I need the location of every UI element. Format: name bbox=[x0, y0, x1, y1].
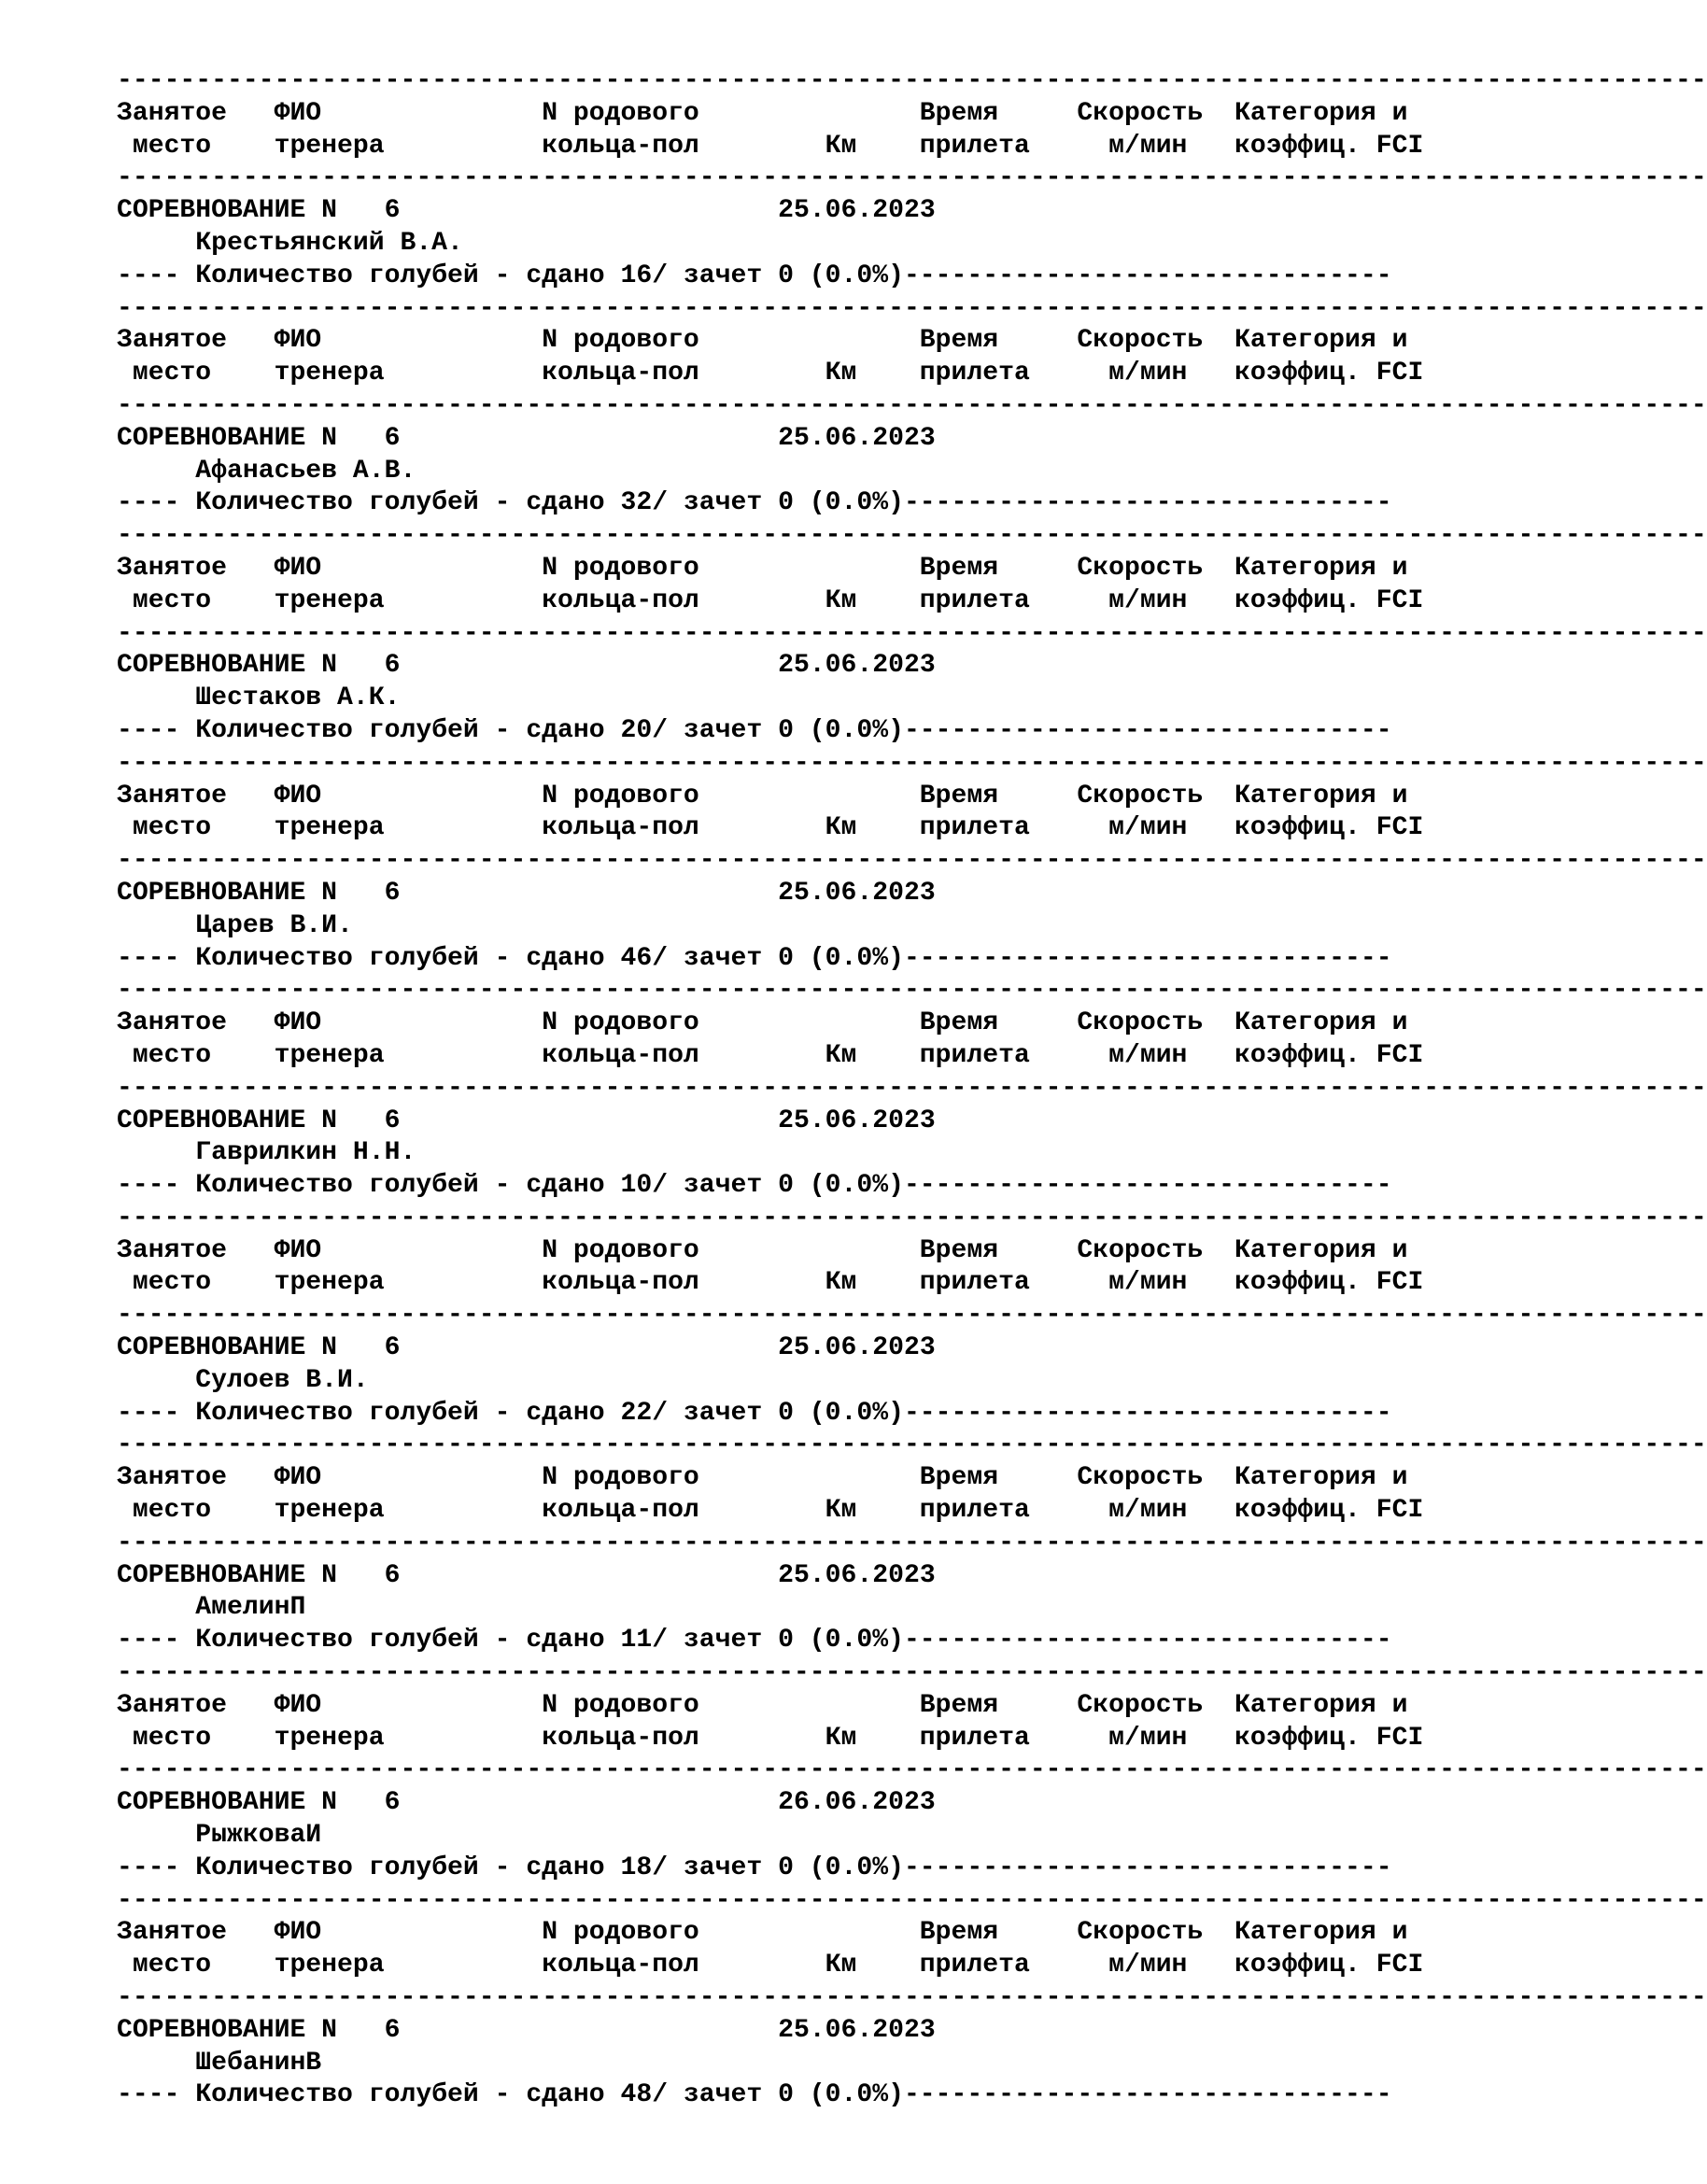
competition-number: СОРЕВНОВАНИЕ N 6 bbox=[117, 1788, 401, 1818]
trainer-name-line bbox=[117, 2048, 1527, 2080]
column-gap bbox=[400, 2016, 778, 2045]
indent bbox=[117, 1138, 195, 1167]
column-header-line-1: Занятое ФИО N родового Время Скорость Категория и bbox=[117, 1690, 1408, 1720]
column-header-line-2: место тренера кольца-пол Км прилета м/мин коэффиц. FCI bbox=[117, 813, 1424, 843]
trainer-name-line bbox=[117, 1592, 1527, 1625]
column-gap bbox=[400, 1788, 778, 1817]
separator-line: ----------------------------------------------------------------------------------------------------- bbox=[117, 618, 1707, 648]
trainer-block bbox=[117, 748, 1707, 976]
trainer-name-line bbox=[117, 1137, 1527, 1170]
indent bbox=[117, 683, 195, 712]
column-gap bbox=[400, 879, 778, 908]
separator-line: ----------------------------------------------------------------------------------------------------- bbox=[117, 293, 1707, 323]
separator-line: ----------------------------------------------------------------------------------------------------- bbox=[117, 1301, 1707, 1331]
trainer-name-line bbox=[117, 228, 1527, 261]
column-gap bbox=[400, 1106, 778, 1135]
column-header-line-2: место тренера кольца-пол Км прилета м/мин коэффиц. FCI bbox=[117, 1268, 1424, 1298]
indent bbox=[117, 2049, 195, 2078]
competition-line bbox=[117, 1560, 1527, 1593]
column-header-line-1: Занятое ФИО N родового Время Скорость Категория и bbox=[117, 1918, 1408, 1948]
competition-line bbox=[117, 423, 1527, 456]
separator-line: ----------------------------------------------------------------------------------------------------- bbox=[117, 163, 1707, 193]
pigeon-count-line: ---- Количество голубей - сдано 18/ зачет 0 (0.0%)------------------------------- bbox=[117, 1853, 1392, 1882]
column-header-line-2: место тренера кольца-пол Км прилета м/мин коэффиц. FCI bbox=[117, 1496, 1424, 1526]
competition-line bbox=[117, 1332, 1527, 1365]
column-gap bbox=[400, 1333, 778, 1362]
competition-date: 25.06.2023 bbox=[778, 1333, 936, 1363]
competition-date: 25.06.2023 bbox=[778, 878, 936, 908]
trainer-block bbox=[117, 65, 1707, 293]
trainer-name-line bbox=[117, 910, 1527, 943]
separator-line: ----------------------------------------------------------------------------------------------------- bbox=[117, 1528, 1707, 1557]
competition-number: СОРЕВНОВАНИЕ N 6 bbox=[117, 1333, 401, 1363]
trainer-name: РыжковаИ bbox=[195, 1821, 322, 1851]
trainer-name-line bbox=[117, 1365, 1527, 1398]
separator-line: ----------------------------------------------------------------------------------------------------- bbox=[117, 1983, 1707, 2013]
column-gap bbox=[400, 196, 778, 225]
pigeon-count-line: ---- Количество голубей - сдано 22/ зачет 0 (0.0%)------------------------------- bbox=[117, 1398, 1392, 1428]
pigeon-count-line: ---- Количество голубей - сдано 10/ зачет 0 (0.0%)------------------------------- bbox=[117, 1171, 1392, 1201]
column-header-line-1: Занятое ФИО N родового Время Скорость Категория и bbox=[117, 553, 1408, 583]
column-header-line-1: Занятое ФИО N родового Время Скорость Категория и bbox=[117, 98, 1408, 128]
competition-number: СОРЕВНОВАНИЕ N 6 bbox=[117, 878, 401, 908]
column-header-line-1: Занятое ФИО N родового Время Скорость Категория и bbox=[117, 1008, 1408, 1038]
competition-line bbox=[117, 2015, 1527, 2048]
competition-line bbox=[117, 1106, 1527, 1138]
competition-date: 25.06.2023 bbox=[778, 1560, 936, 1590]
column-header-line-2: место тренера кольца-пол Км прилета м/мин коэффиц. FCI bbox=[117, 1040, 1424, 1070]
column-header-line-2: место тренера кольца-пол Км прилета м/мин коэффиц. FCI bbox=[117, 585, 1424, 615]
trainer-name-line bbox=[117, 683, 1527, 715]
competition-number: СОРЕВНОВАНИЕ N 6 bbox=[117, 196, 401, 226]
separator-line: ----------------------------------------------------------------------------------------------------- bbox=[117, 976, 1707, 1006]
competition-number: СОРЕВНОВАНИЕ N 6 bbox=[117, 2015, 401, 2045]
competition-date: 25.06.2023 bbox=[778, 2015, 936, 2045]
trainer-block bbox=[117, 1203, 1707, 1430]
competition-line bbox=[117, 195, 1527, 228]
trainer-name: АмелинП bbox=[195, 1593, 306, 1623]
pigeon-count-line: ---- Количество голубей - сдано 32/ зачет 0 (0.0%)------------------------------- bbox=[117, 488, 1392, 518]
trainer-name: Гаврилкин Н.Н. bbox=[195, 1138, 416, 1168]
column-gap bbox=[400, 424, 778, 453]
separator-line: ----------------------------------------------------------------------------------------------------- bbox=[117, 1430, 1707, 1460]
trainer-groups bbox=[117, 65, 1707, 2112]
competition-number: СОРЕВНОВАНИЕ N 6 bbox=[117, 1560, 401, 1590]
column-header-line-1: Занятое ФИО N родового Время Скорость Категория и bbox=[117, 781, 1408, 810]
pigeon-count-line: ---- Количество голубей - сдано 46/ зачет 0 (0.0%)------------------------------- bbox=[117, 943, 1392, 973]
separator-line: ----------------------------------------------------------------------------------------------------- bbox=[117, 66, 1707, 95]
trainer-block bbox=[117, 975, 1707, 1203]
column-header-line-1: Занятое ФИО N родового Время Скорость Категория и bbox=[117, 1235, 1408, 1265]
separator-line: ----------------------------------------------------------------------------------------------------- bbox=[117, 390, 1707, 420]
indent bbox=[117, 911, 195, 940]
race-report-document bbox=[117, 65, 1707, 2112]
trainer-block bbox=[117, 1885, 1707, 2113]
column-header-line-2: место тренера кольца-пол Км прилета м/мин коэффиц. FCI bbox=[117, 359, 1424, 388]
trainer-name: Сулоев В.И. bbox=[195, 1365, 369, 1395]
trainer-name: Шестаков А.К. bbox=[195, 683, 401, 713]
column-header-line-1: Занятое ФИО N родового Время Скорость Категория и bbox=[117, 326, 1408, 356]
trainer-name-line bbox=[117, 1820, 1527, 1853]
pigeon-count-line: ---- Количество голубей - сдано 20/ зачет 0 (0.0%)------------------------------- bbox=[117, 715, 1392, 745]
column-header-line-1: Занятое ФИО N родового Время Скорость Категория и bbox=[117, 1463, 1408, 1493]
pigeon-count-line: ---- Количество голубей - сдано 48/ зачет 0 (0.0%)------------------------------- bbox=[117, 2080, 1392, 2110]
column-header-line-2: место тренера кольца-пол Км прилета м/мин коэффиц. FCI bbox=[117, 1723, 1424, 1753]
trainer-name: Крестьянский В.А. bbox=[195, 228, 463, 258]
competition-line bbox=[117, 878, 1527, 910]
separator-line: ----------------------------------------------------------------------------------------------------- bbox=[117, 748, 1707, 778]
competition-line bbox=[117, 650, 1527, 683]
trainer-name-line bbox=[117, 456, 1527, 488]
competition-date: 25.06.2023 bbox=[778, 423, 936, 453]
separator-line: ----------------------------------------------------------------------------------------------------- bbox=[117, 846, 1707, 876]
indent bbox=[117, 1593, 195, 1622]
separator-line: ----------------------------------------------------------------------------------------------------- bbox=[117, 1073, 1707, 1103]
separator-line: ----------------------------------------------------------------------------------------------------- bbox=[117, 1203, 1707, 1233]
pigeon-count-line: ---- Количество голубей - сдано 11/ зачет 0 (0.0%)------------------------------- bbox=[117, 1626, 1392, 1656]
separator-line: ----------------------------------------------------------------------------------------------------- bbox=[117, 1885, 1707, 1915]
column-header-line-2: место тренера кольца-пол Км прилета м/мин коэффиц. FCI bbox=[117, 131, 1424, 161]
competition-date: 25.06.2023 bbox=[778, 651, 936, 681]
column-gap bbox=[400, 1561, 778, 1590]
trainer-block bbox=[117, 293, 1707, 521]
column-gap bbox=[400, 651, 778, 680]
column-header-line-2: место тренера кольца-пол Км прилета м/мин коэффиц. FCI bbox=[117, 1951, 1424, 1980]
trainer-name: Царев В.И. bbox=[195, 910, 353, 940]
competition-date: 25.06.2023 bbox=[778, 196, 936, 226]
pigeon-count-line: ---- Количество голубей - сдано 16/ зачет 0 (0.0%)------------------------------- bbox=[117, 261, 1392, 290]
separator-line: ----------------------------------------------------------------------------------------------------- bbox=[117, 521, 1707, 551]
trainer-block bbox=[117, 1657, 1707, 1885]
indent bbox=[117, 1366, 195, 1395]
trainer-name: Афанасьев А.В. bbox=[195, 456, 416, 486]
competition-date: 25.06.2023 bbox=[778, 1106, 936, 1135]
competition-date: 26.06.2023 bbox=[778, 1788, 936, 1818]
competition-number: СОРЕВНОВАНИЕ N 6 bbox=[117, 651, 401, 681]
separator-line: ----------------------------------------------------------------------------------------------------- bbox=[117, 1755, 1707, 1785]
competition-number: СОРЕВНОВАНИЕ N 6 bbox=[117, 1106, 401, 1135]
competition-line bbox=[117, 1787, 1527, 1820]
trainer-block bbox=[117, 520, 1707, 748]
trainer-block bbox=[117, 1430, 1707, 1657]
indent bbox=[117, 457, 195, 486]
separator-line: ----------------------------------------------------------------------------------------------------- bbox=[117, 1658, 1707, 1688]
indent bbox=[117, 229, 195, 258]
indent bbox=[117, 1821, 195, 1850]
competition-number: СОРЕВНОВАНИЕ N 6 bbox=[117, 423, 401, 453]
trainer-name: ШебанинВ bbox=[195, 2048, 322, 2078]
